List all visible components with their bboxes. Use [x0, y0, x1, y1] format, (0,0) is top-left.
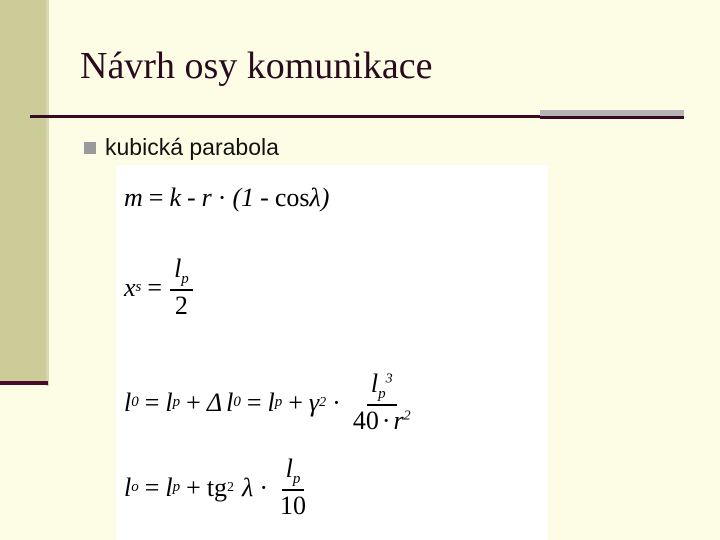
- var-l: l: [267, 387, 275, 417]
- formula-m: [124, 183, 329, 213]
- left-decor-underline: [0, 381, 48, 385]
- sup-2: 2: [403, 408, 411, 424]
- op-equals: =: [148, 183, 164, 212]
- var-l: l: [226, 387, 234, 417]
- var-l: l: [370, 369, 379, 398]
- bullet-item: [84, 134, 279, 161]
- op-minus-2: -: [260, 183, 269, 212]
- op-plus-2: +: [288, 387, 303, 417]
- op-equals: =: [144, 387, 160, 417]
- var-r: r: [201, 183, 212, 212]
- slide-title: Návrh osy komunikace: [80, 45, 433, 87]
- formula-lo: [124, 455, 312, 520]
- bullet-square-icon: [84, 142, 96, 154]
- var-l: l: [165, 387, 173, 417]
- var-l: l: [174, 254, 182, 283]
- op-dot: ·: [332, 387, 341, 417]
- title-divider: [30, 115, 540, 118]
- sub-0: 0: [131, 394, 139, 411]
- func-tg: tg: [206, 472, 228, 502]
- sub-s: s: [135, 279, 142, 296]
- sup-3: 3: [385, 371, 393, 387]
- op-plus: +: [186, 387, 201, 417]
- formula-xs: [124, 255, 195, 320]
- var-l: l: [285, 454, 293, 483]
- op-dot: ·: [381, 405, 391, 435]
- denominator-2: 2: [174, 290, 188, 320]
- var-gamma: γ: [308, 387, 320, 417]
- var-l: l: [165, 472, 173, 502]
- var-lambda: λ: [242, 472, 254, 502]
- sub-p: p: [172, 394, 181, 411]
- denominator-10: 10: [279, 490, 306, 520]
- formula-image: [116, 165, 548, 540]
- var-l: l: [124, 387, 132, 417]
- sub-p: p: [378, 386, 386, 403]
- paren-close: ): [320, 183, 330, 212]
- var-delta: Δ: [206, 387, 223, 417]
- op-dot: ·: [217, 183, 227, 212]
- title-divider-accent-line: [540, 116, 684, 119]
- sub-p: p: [172, 479, 181, 496]
- left-decor-band: [0, 0, 46, 383]
- op-plus: +: [186, 472, 201, 502]
- op-minus: -: [187, 183, 196, 212]
- sup-2: 2: [319, 394, 327, 410]
- var-l: l: [124, 472, 132, 502]
- formula-l0: [124, 370, 417, 435]
- sub-p: p: [274, 394, 283, 411]
- sub-0: 0: [233, 394, 241, 411]
- op-equals: =: [144, 472, 160, 502]
- var-m: m: [124, 183, 143, 212]
- func-cos: cos: [274, 183, 310, 212]
- op-equals-2: =: [246, 387, 262, 417]
- coef-40: 40: [352, 405, 379, 435]
- var-k: k: [169, 183, 181, 212]
- sup-2: 2: [227, 479, 235, 495]
- paren-one: (1: [232, 183, 255, 212]
- sub-o: o: [131, 479, 139, 496]
- sub-p: p: [181, 271, 189, 288]
- left-decor-band-edge: [46, 0, 49, 386]
- fraction-lp-10: [276, 455, 310, 520]
- sub-p: p: [292, 471, 301, 488]
- var-x: x: [124, 272, 136, 302]
- op-dot: ·: [259, 472, 268, 502]
- fraction-lp-2: [170, 255, 193, 320]
- var-r: r: [393, 405, 404, 435]
- var-lambda: λ: [309, 183, 321, 212]
- fraction-lp3-40r2: [349, 370, 415, 435]
- bullet-text: kubická parabola: [105, 134, 279, 160]
- op-equals: =: [147, 272, 163, 302]
